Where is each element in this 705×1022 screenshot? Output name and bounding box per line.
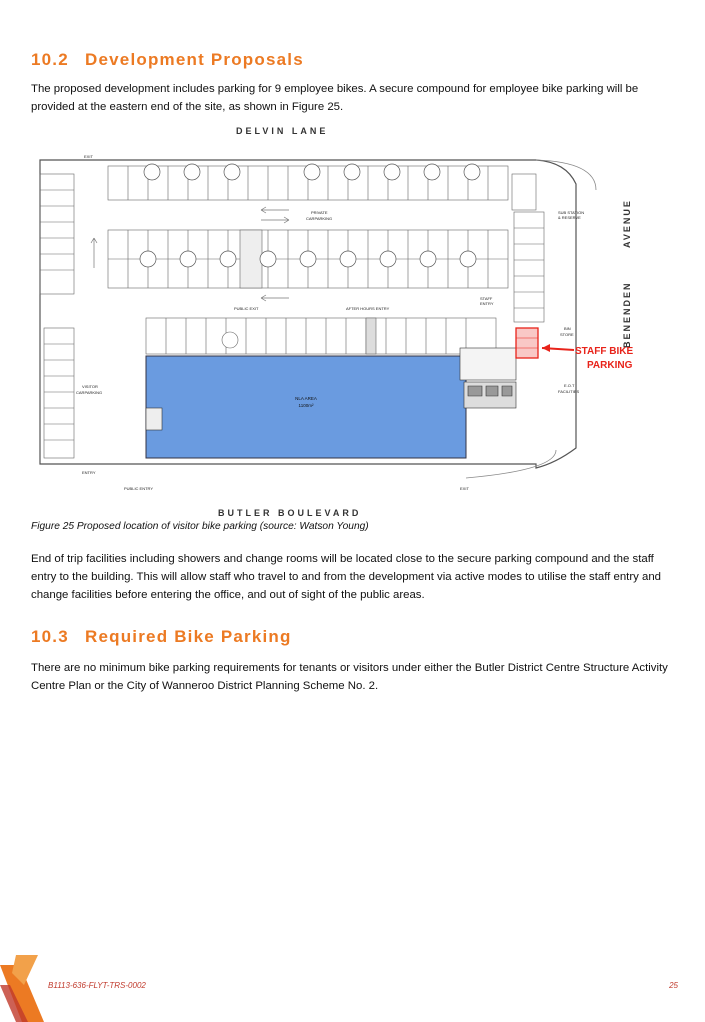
street-name-east-1: AVENUE — [622, 199, 632, 248]
label-public-entry: PUBLIC ENTRY — [124, 486, 154, 491]
label-exit-top: EXIT — [84, 154, 93, 159]
label-private-carparking-1: PRIVATE — [311, 210, 328, 215]
label-sub-station-2: & RESERVE — [558, 215, 581, 220]
section-number: 10.2 — [31, 50, 69, 69]
section-heading-development-proposals — [31, 50, 304, 70]
label-nla-area-size: 1100m² — [298, 403, 314, 408]
site-plan-figure — [36, 118, 636, 520]
footer-page-number: 25 — [669, 981, 678, 990]
end-of-trip-paragraph: End of trip facilities including showers and change rooms will be located close to the secure parking compound and the staff entry to the building. This will allow staff who travel to and from the development via active modes to utilise the staff entry and change facilities before entering the office, and out of sight of the public areas. — [31, 553, 661, 601]
label-bin-store-1: BIN — [564, 326, 571, 331]
label-exit-bottom: EXIT — [460, 486, 469, 491]
label-private-carparking-2: CARPARKING — [306, 216, 333, 221]
label-eot-facilities-2: FACILITIES — [558, 389, 580, 394]
street-name-east-2: BENENDEN — [622, 281, 632, 348]
kerb-line — [536, 160, 596, 190]
trees-top — [144, 164, 480, 180]
trees-middle — [140, 251, 476, 267]
section-heading-required-bike-parking — [31, 627, 292, 647]
label-visitor-carparking-2: CARPARKING — [76, 390, 103, 395]
label-visitor-carparking-1: VISITOR — [82, 384, 98, 389]
callout-parking: PARKING — [587, 360, 633, 371]
parking-column-west — [40, 174, 74, 458]
company-logo — [0, 955, 44, 1022]
label-nla-area: NLA AREA — [295, 396, 317, 401]
label-bin-store-2: STORE — [560, 332, 574, 337]
label-staff-entry-1: STAFF — [480, 296, 493, 301]
footer-document-code: B1113-636-FLYT-TRS-0002 — [48, 981, 146, 990]
label-sub-station-1: SUB STATION — [558, 210, 585, 215]
label-after-hours-entry: AFTER HOURS ENTRY — [346, 306, 390, 311]
label-eot-facilities-1: E.O.T — [564, 383, 575, 388]
label-staff-entry-2: ENTRY — [480, 301, 494, 306]
intro-paragraph: The proposed development includes parking for 9 employee bikes. A secure compound for employee bike parking will be provided at the eastern end of the site, as shown in Figure 25. — [31, 83, 639, 113]
street-name-south: BUTLER BOULEVARD — [218, 508, 362, 518]
parking-column-east — [512, 174, 544, 322]
callout-staff-bike: STAFF BIKE — [575, 346, 634, 357]
figure-caption: Figure 25 Proposed location of visitor bike parking (source: Watson Young) — [31, 521, 369, 532]
label-entry: ENTRY — [82, 470, 96, 475]
street-name-north: DELVIN LANE — [236, 126, 329, 136]
required-parking-paragraph: There are no minimum bike parking requirements for tenants or visitors under either the Butler District Centre Structure Activity Centre Plan or the City of Wanneroo District Planning Scheme No. 2. — [31, 662, 668, 692]
section-number: 10.3 — [31, 627, 69, 646]
section-title: Required Bike Parking — [85, 627, 292, 646]
staff-bike-compound — [516, 328, 538, 358]
section-title: Development Proposals — [85, 50, 304, 69]
parking-row-building-front — [146, 318, 496, 354]
callout-arrow-head — [542, 344, 550, 352]
label-public-exit: PUBLIC EXIT — [234, 306, 259, 311]
